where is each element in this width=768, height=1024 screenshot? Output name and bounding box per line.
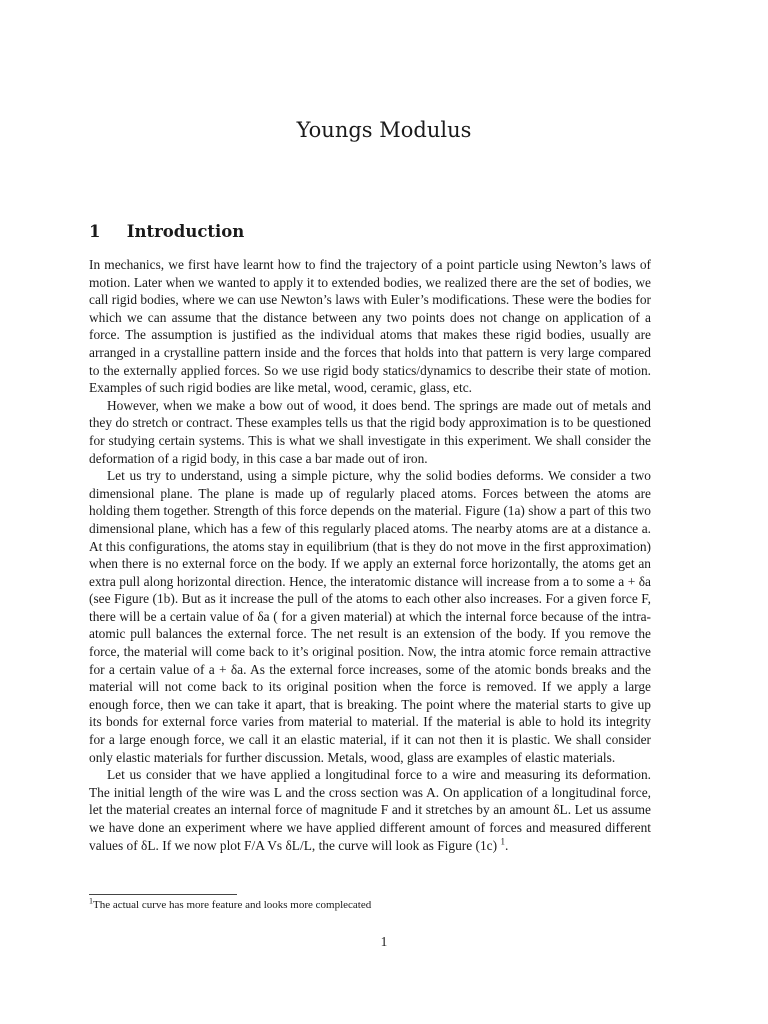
paragraph: Let us try to understand, using a simple picture, why the solid bodies deforms. We consider a two dimensional plane. The plane is made up of regularly placed atoms. Forces between the atoms are holding them together. Strength of this force depends on the material. Figure (1a) show a part of this two dimensional plane, which has a few of this regularly placed atoms. The nearby atoms are at a distance a. At this configurations, the atoms stay in equilibrium (that is they do not move in the first approximation) when there is no external force on the body. If we apply an external force horizontally, the atoms get an extra pull along horizontal direction. Hence, the interatomic distance will increase from a to some a + δa (see Figure (1b). But as it increase the pull of the atoms to each other also increases. For a given force F, there will be a certain value of δa ( for a given material) at which the internal force because of the intra-atomic pull balances the external force. The net result is an extension of the body. If you remove the force, the material will come back to it’s original position. Now, the intra atomic force remain attractive for a certain value of a + δa. As the external force increases, some of the atomic bonds breaks and the material will not come back to its original position when the force is removed. If we apply a large enough force, then we can take it apart, that is breaking. The point where the material starts to give up its bonds for external force varies from material to material. If the material is able to hold its integrity for a large enough force, we call it an elastic material, if it can not then it is plastic. We shall consider only elastic materials for further discussion. Metals, wood, glass are examples of elastic materials. [89,468,651,765]
document-title: Youngs Modulus [296,118,472,142]
section-number: 1 [89,222,101,241]
page-number: 1 [380,934,388,949]
paragraph: However, when we make a bow out of wood, it does bend. The springs are made out of metals and they do stretch or contract. These examples tells us that the rigid body approximation is to be questioned for studying certain systems. This is what we shall investigate in this experiment. We shall consider the deformation of a rigid body, in this case a bar made out of iron. [89,397,651,466]
footnote-mark: 1 [89,896,93,906]
body-text [89,256,651,854]
footnote-text: The actual curve has more feature and looks more complecated [93,899,372,911]
paragraph: Let us consider that we have applied a longitudinal force to a wire and measuring its deformation. The initial length of the wire was L and the cross section was A. On application of a longitudinal force, let the material creates an internal force of magnitude F and it stretches by an amount δL. Let us assume we have done an experiment where we have applied different amount of forces and measured different values of δL. If we now plot F/A Vs δL/L, the curve will look as Figure (1c) [89,767,651,853]
footnote [89,896,649,912]
section-heading [89,222,244,241]
footnote-reference[interactable]: 1 [500,836,505,847]
section-title: Introduction [126,222,245,241]
paragraph-with-footnote: Let us consider that we have applied a longitudinal force to a wire and measuring its deformation. The initial length of the wire was L and the cross section was A. On application of a longitudinal force, let the material creates an internal force of magnitude F and it stretches by an amount δL. Let us assume we have done an experiment where we have applied different amount of forces and measured different values of δL. If we now plot F/A Vs δL/L, the curve will look as Figure (1c) $^1$. [89,767,651,853]
paragraph: In mechanics, we first have learnt how to find the trajectory of a point particle using Newton’s laws of motion. Later when we wanted to apply it to extended bodies, we realized there are the set of bodies, we call rigid bodies, where we can use Newton’s laws with Euler’s modifications. These were the bodies for which we can assume that the distance between any two points does not change on application of a force. The assumption is justified as the individual atoms that makes these rigid bodies, usually are arranged in a crystalline pattern inside and the forces that holds into that pattern is very large compared to the externally applied forces. So we use rigid body statics/dynamics to describe their state of motion. Examples of such rigid bodies are like metal, wood, ceramic, glass, etc. [89,257,651,396]
footnote-rule [89,894,237,895]
